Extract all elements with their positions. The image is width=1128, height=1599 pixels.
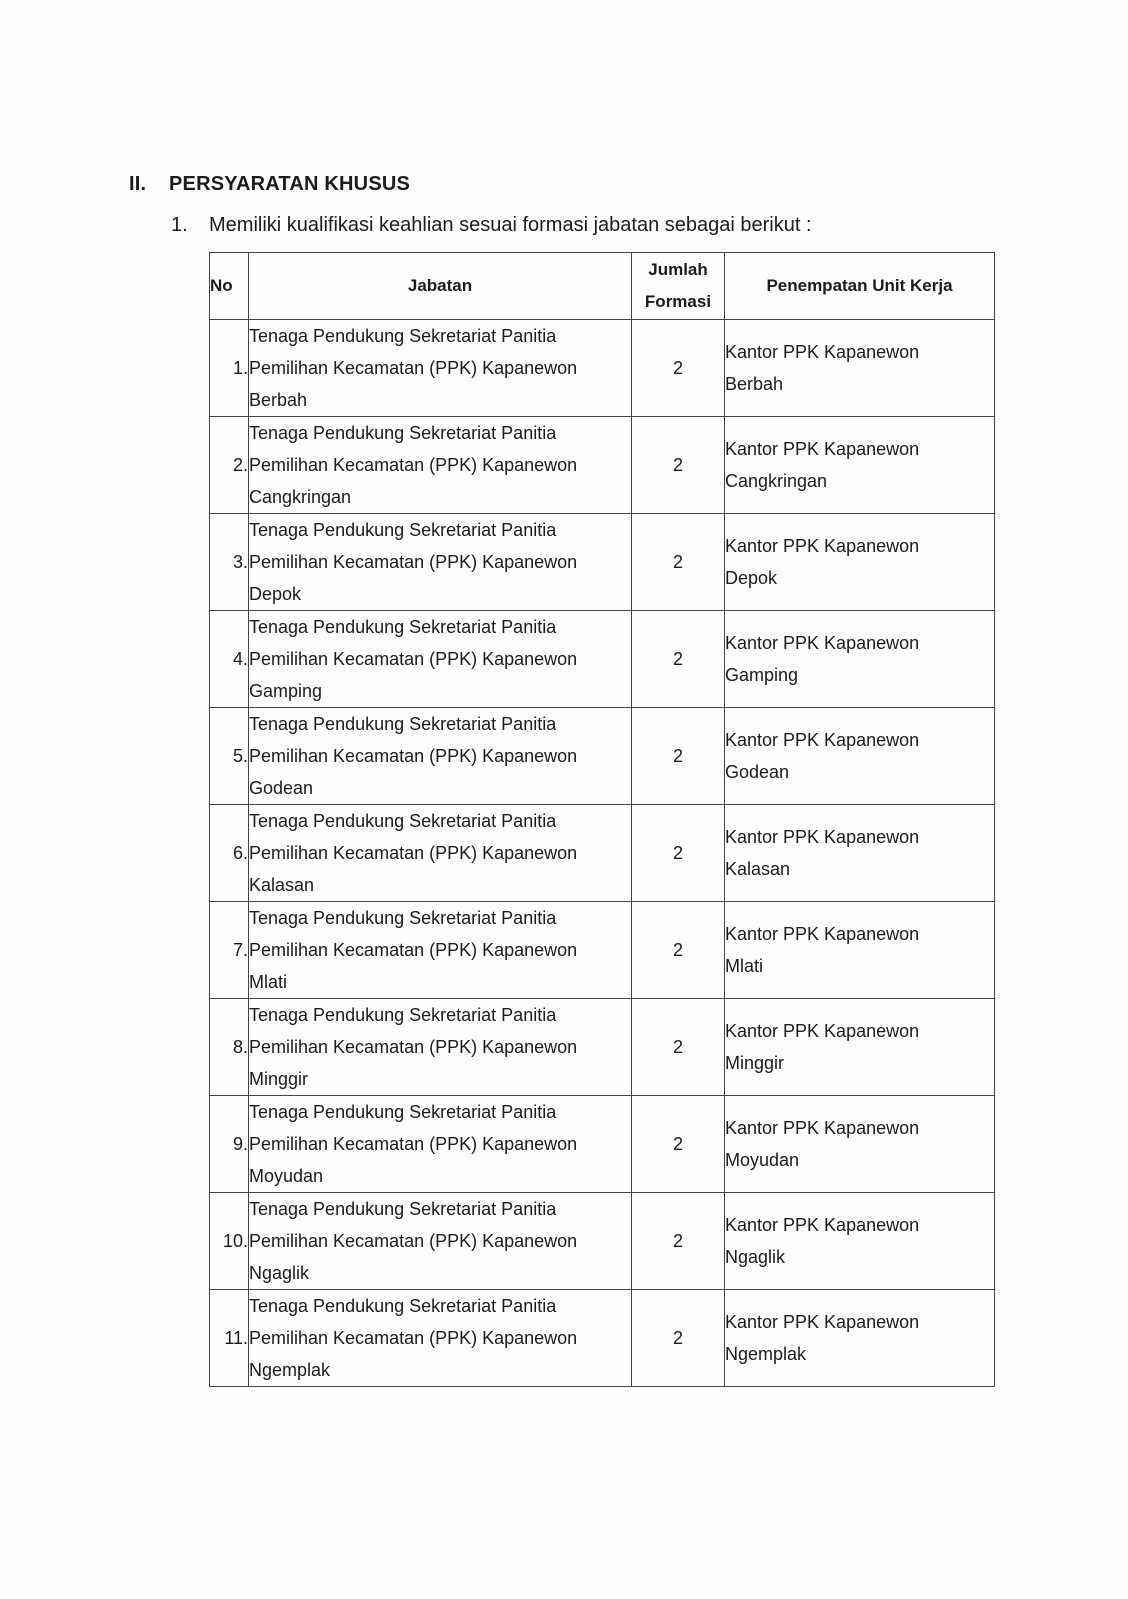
header-jabatan: Jabatan: [249, 253, 632, 320]
jabatan-line: Pemilihan Kecamatan (PPK) Kapanewon: [249, 1134, 578, 1154]
row-number: 7.: [210, 902, 249, 999]
row-number: 6.: [210, 805, 249, 902]
jabatan-line: Tenaga Pendukung Sekretariat Panitia: [249, 1199, 557, 1219]
jabatan-line: Tenaga Pendukung Sekretariat Panitia: [249, 1102, 557, 1122]
penempatan-line: Kantor PPK Kapanewon: [725, 633, 920, 653]
table-row: [210, 708, 995, 805]
penempatan-line: Kantor PPK Kapanewon: [725, 730, 920, 750]
row-jabatan: [249, 611, 632, 708]
jabatan-line: Pemilihan Kecamatan (PPK) Kapanewon: [249, 358, 578, 378]
row-number: 10.: [210, 1193, 249, 1290]
penempatan-line: Kantor PPK Kapanewon: [725, 1021, 920, 1041]
row-jumlah: 2: [632, 417, 725, 514]
jabatan-line: Tenaga Pendukung Sekretariat Panitia: [249, 811, 557, 831]
penempatan-line: Kantor PPK Kapanewon: [725, 439, 920, 459]
row-jumlah: 2: [632, 1096, 725, 1193]
row-jabatan: [249, 320, 632, 417]
penempatan-line: Gamping: [725, 665, 799, 685]
row-jumlah: 2: [632, 514, 725, 611]
row-jabatan: [249, 514, 632, 611]
jabatan-line: Pemilihan Kecamatan (PPK) Kapanewon: [249, 455, 578, 475]
table-row: [210, 805, 995, 902]
section-title: PERSYARATAN KHUSUS: [169, 173, 411, 195]
table-row: [210, 417, 995, 514]
row-penempatan: [725, 320, 995, 417]
row-penempatan: [725, 708, 995, 805]
table-row: [210, 514, 995, 611]
row-penempatan: [725, 1096, 995, 1193]
jabatan-line: Pemilihan Kecamatan (PPK) Kapanewon: [249, 1037, 578, 1057]
table-row: [210, 999, 995, 1096]
row-jabatan: [249, 999, 632, 1096]
jabatan-line: Pemilihan Kecamatan (PPK) Kapanewon: [249, 843, 578, 863]
header-jumlah-line1: Jumlah: [648, 260, 708, 279]
penempatan-line: Kantor PPK Kapanewon: [725, 536, 920, 556]
table-row: [210, 1193, 995, 1290]
row-number: 1.: [210, 320, 249, 417]
jabatan-line: Moyudan: [249, 1166, 324, 1186]
jabatan-line: Pemilihan Kecamatan (PPK) Kapanewon: [249, 1231, 578, 1251]
penempatan-line: Ngaglik: [725, 1247, 786, 1267]
table-row: [210, 320, 995, 417]
jabatan-line: Pemilihan Kecamatan (PPK) Kapanewon: [249, 552, 578, 572]
section-heading: [129, 173, 410, 196]
jabatan-line: Tenaga Pendukung Sekretariat Panitia: [249, 617, 557, 637]
row-number: 5.: [210, 708, 249, 805]
row-jumlah: 2: [632, 805, 725, 902]
jabatan-line: Tenaga Pendukung Sekretariat Panitia: [249, 714, 557, 734]
row-penempatan: [725, 1290, 995, 1387]
jabatan-line: Cangkringan: [249, 487, 352, 507]
jabatan-line: Tenaga Pendukung Sekretariat Panitia: [249, 423, 557, 443]
row-jumlah: 2: [632, 1290, 725, 1387]
penempatan-line: Moyudan: [725, 1150, 800, 1170]
row-jumlah: 2: [632, 902, 725, 999]
jabatan-line: Minggir: [249, 1069, 309, 1089]
row-jabatan: [249, 805, 632, 902]
jabatan-line: Tenaga Pendukung Sekretariat Panitia: [249, 1296, 557, 1316]
requirement-number: 1.: [171, 214, 188, 236]
jabatan-line: Berbah: [249, 390, 308, 410]
jabatan-line: Tenaga Pendukung Sekretariat Panitia: [249, 326, 557, 346]
penempatan-line: Kantor PPK Kapanewon: [725, 827, 920, 847]
row-number: 9.: [210, 1096, 249, 1193]
row-penempatan: [725, 902, 995, 999]
row-jumlah: 2: [632, 320, 725, 417]
requirement-text: Memiliki kualifikasi keahlian sesuai formasi jabatan sebagai berikut :: [209, 214, 812, 236]
requirement-item: [171, 214, 812, 237]
penempatan-line: Kantor PPK Kapanewon: [725, 1118, 920, 1138]
row-penempatan: [725, 999, 995, 1096]
row-number: 8.: [210, 999, 249, 1096]
row-number: 3.: [210, 514, 249, 611]
row-jabatan: [249, 902, 632, 999]
row-jabatan: [249, 1193, 632, 1290]
row-jabatan: [249, 708, 632, 805]
jabatan-line: Tenaga Pendukung Sekretariat Panitia: [249, 908, 557, 928]
penempatan-line: Berbah: [725, 374, 784, 394]
section-number: II.: [129, 173, 147, 195]
penempatan-line: Kantor PPK Kapanewon: [725, 342, 920, 362]
table-row: [210, 1290, 995, 1387]
penempatan-line: Kantor PPK Kapanewon: [725, 1215, 920, 1235]
jabatan-line: Depok: [249, 584, 302, 604]
penempatan-line: Kantor PPK Kapanewon: [725, 924, 920, 944]
penempatan-line: Kantor PPK Kapanewon: [725, 1312, 920, 1332]
header-jumlah-formasi: [632, 253, 725, 320]
row-number: 2.: [210, 417, 249, 514]
table-row: [210, 902, 995, 999]
row-jumlah: 2: [632, 1193, 725, 1290]
row-penempatan: [725, 1193, 995, 1290]
penempatan-line: Cangkringan: [725, 471, 828, 491]
jabatan-line: Ngemplak: [249, 1360, 331, 1380]
jabatan-line: Mlati: [249, 972, 288, 992]
jabatan-line: Godean: [249, 778, 314, 798]
table-header-row: [210, 253, 995, 320]
header-penempatan: Penempatan Unit Kerja: [725, 253, 995, 320]
row-number: 11.: [210, 1290, 249, 1387]
header-no: No: [210, 253, 249, 320]
table-row: [210, 611, 995, 708]
row-penempatan: [725, 417, 995, 514]
penempatan-line: Kalasan: [725, 859, 791, 879]
row-jumlah: 2: [632, 708, 725, 805]
penempatan-line: Ngemplak: [725, 1344, 807, 1364]
row-jabatan: [249, 1290, 632, 1387]
jabatan-line: Tenaga Pendukung Sekretariat Panitia: [249, 520, 557, 540]
row-penempatan: [725, 514, 995, 611]
formation-table: [209, 252, 995, 1387]
jabatan-line: Pemilihan Kecamatan (PPK) Kapanewon: [249, 940, 578, 960]
jabatan-line: Gamping: [249, 681, 323, 701]
jabatan-line: Pemilihan Kecamatan (PPK) Kapanewon: [249, 746, 578, 766]
table-row: [210, 1096, 995, 1193]
table-body: [210, 320, 995, 1387]
row-penempatan: [725, 611, 995, 708]
row-jabatan: [249, 1096, 632, 1193]
penempatan-line: Minggir: [725, 1053, 785, 1073]
row-penempatan: [725, 805, 995, 902]
jabatan-line: Pemilihan Kecamatan (PPK) Kapanewon: [249, 1328, 578, 1348]
jabatan-line: Ngaglik: [249, 1263, 310, 1283]
penempatan-line: Depok: [725, 568, 778, 588]
row-jumlah: 2: [632, 999, 725, 1096]
jabatan-line: Pemilihan Kecamatan (PPK) Kapanewon: [249, 649, 578, 669]
jabatan-line: Tenaga Pendukung Sekretariat Panitia: [249, 1005, 557, 1025]
jabatan-line: Kalasan: [249, 875, 315, 895]
row-number: 4.: [210, 611, 249, 708]
penempatan-line: Godean: [725, 762, 790, 782]
row-jumlah: 2: [632, 611, 725, 708]
row-jabatan: [249, 417, 632, 514]
header-jumlah-line2: Formasi: [644, 292, 712, 311]
penempatan-line: Mlati: [725, 956, 764, 976]
